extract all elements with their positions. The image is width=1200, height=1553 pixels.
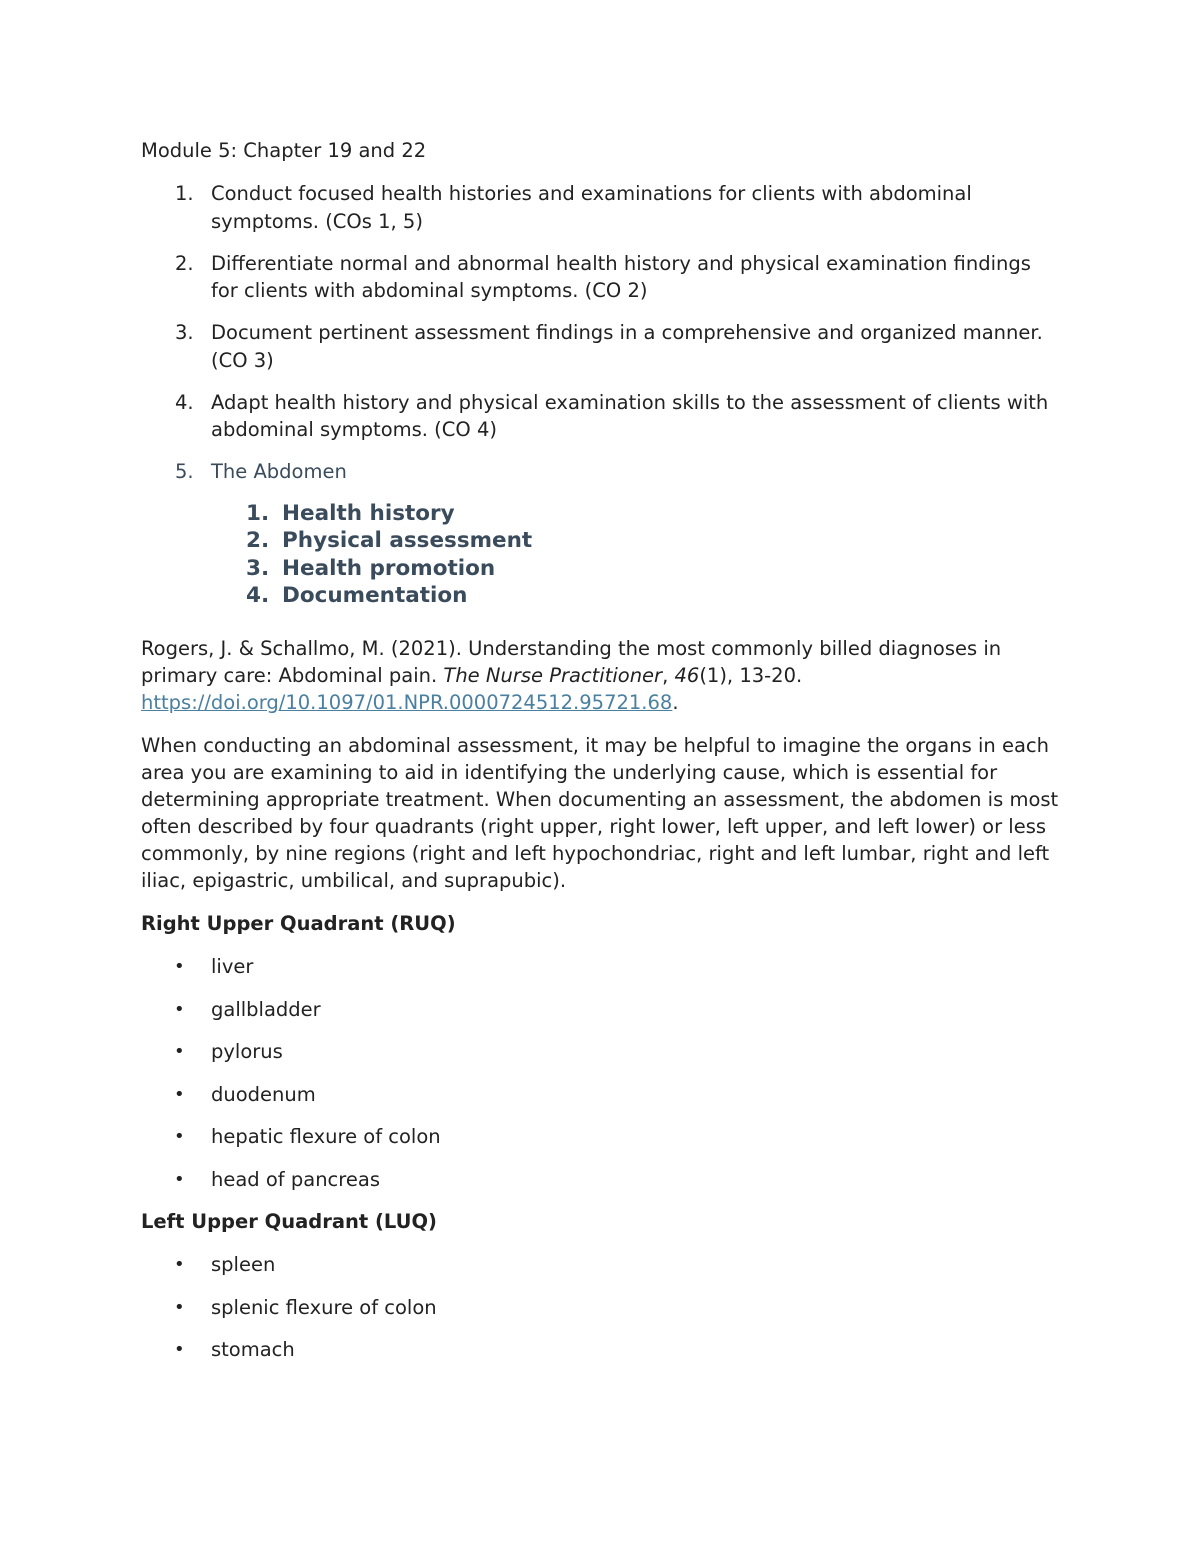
luq-heading: Left Upper Quadrant (LUQ) [141,1210,437,1234]
list-number: 4. [246,582,270,608]
reference-issue-pages: (1), 13-20. [699,664,803,688]
objective-item [141,389,1061,444]
reference-separator: , [662,664,675,688]
topic-item [141,500,1061,527]
objective-text: Differentiate normal and abnormal health history and physical examination findings for clients with abdominal symptoms. (CO 2) [211,251,1031,302]
reference-end: . [672,691,679,715]
objective-text: Adapt health history and physical examination skills to the assessment of clients with abdominal symptoms. (CO 4) [211,390,1049,441]
topic-item [141,527,1061,554]
bullet-icon: • [174,1296,185,1318]
ruq-heading: Right Upper Quadrant (RUQ) [141,912,456,936]
list-item-text: head of pancreas [211,1167,380,1191]
objective-text: Document pertinent assessment findings in a comprehensive and organized manner. (CO 3) [211,321,1043,372]
reference-volume: 46 [674,664,700,688]
objectives-list [141,180,1061,486]
topic-item [141,582,1061,609]
document-page [141,137,1061,1379]
bullet-icon: • [174,998,185,1020]
list-number: 4. [175,390,194,414]
list-item [141,996,1061,1023]
topic-text: Health history [282,501,455,526]
objective-item [141,250,1061,305]
list-item [141,1038,1061,1065]
body-paragraph: When conducting an abdominal assessment, it may be helpful to imagine the organs in each area you are examining to aid in identifying the underlying cause, which is essential for determining appropriate treatment. When documenting an assessment, the abdomen is most often described by four quadrants (right upper, right lower, left upper, and left lower) or less commonly, by nine regions (right and left hypochondriac, right and left lumbar, right and left iliac, epigastric, umbilical, and suprapubic). [141,734,1059,893]
doi-link[interactable]: https://doi.org/10.1097/01.NPR.0000724512.95721.68 [141,691,673,715]
document-title: Module 5: Chapter 19 and 22 [141,139,427,162]
objective-text: Conduct focused health histories and examinations for clients with abdominal symptoms. (COs 1, 5) [211,182,972,233]
topic-text: Documentation [282,582,468,608]
objective-item [141,180,1061,235]
topic-text: Health promotion [282,555,496,581]
list-item-text: gallbladder [211,997,321,1021]
list-item [141,1336,1061,1363]
topic-item [141,555,1061,582]
luq-list [141,1251,1061,1363]
ruq-list [141,953,1061,1193]
list-number: 2. [175,251,194,275]
abdomen-topics-list [141,500,1061,609]
abdomen-heading [141,458,1061,486]
list-number: 1. [175,182,194,205]
abdomen-heading-text: The Abdomen [211,460,347,483]
bullet-icon: • [174,1339,185,1361]
list-item-text: splenic flexure of colon [211,1295,437,1319]
reference-journal: The Nurse Practitioner [443,664,663,688]
bullet-icon: • [174,1168,185,1190]
bullet-icon: • [174,1126,185,1148]
list-number: 1. [246,501,270,526]
list-item [141,1251,1061,1278]
list-item-text: spleen [211,1253,276,1277]
objective-item [141,319,1061,374]
reference-citation [141,635,1061,716]
bullet-icon: • [174,956,185,978]
list-number: 3. [175,321,194,344]
list-item [141,953,1061,980]
list-item-text: liver [211,955,254,979]
list-number: 3. [246,555,270,581]
bullet-icon: • [174,1254,185,1276]
topic-text: Physical assessment [282,528,533,554]
list-item [141,1294,1061,1321]
list-item [141,1166,1061,1193]
bullet-icon: • [174,1041,185,1063]
list-number: 2. [246,528,270,554]
list-item-text: duodenum [211,1082,316,1106]
list-item-text: hepatic flexure of colon [211,1125,441,1149]
list-item-text: stomach [211,1338,295,1362]
list-number: 5. [175,460,194,483]
list-item [141,1081,1061,1108]
reference-authors: Rogers, J. & Schallmo, M. (2021). Understanding the most commonly billed diagnoses in primary care: Abdominal pain. [141,637,1002,688]
list-item [141,1123,1061,1150]
bullet-icon: • [174,1083,185,1105]
list-item-text: pylorus [211,1040,283,1064]
